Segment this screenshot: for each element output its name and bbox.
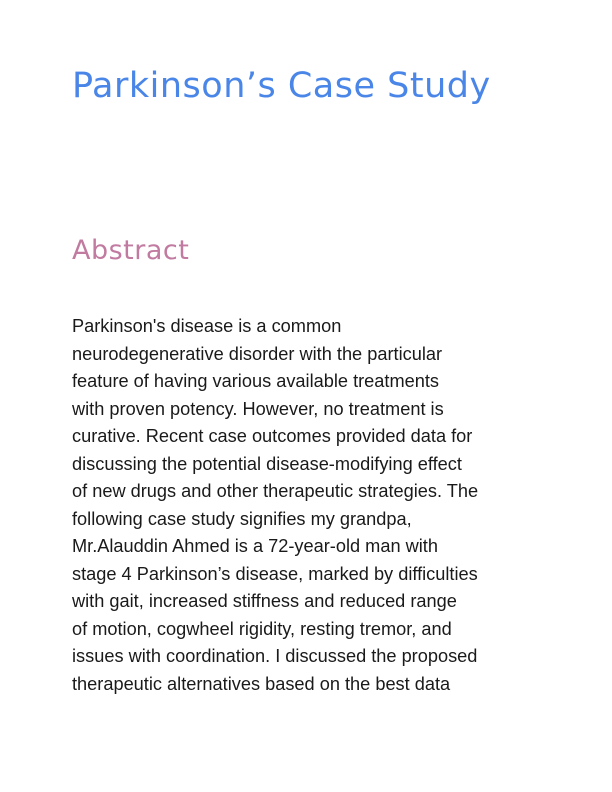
abstract-line: discussing the potential disease-modifying effect [72, 453, 462, 474]
page-title: Parkinson’s Case Study [72, 66, 491, 106]
abstract-line: feature of having various available treatments [72, 371, 439, 391]
abstract-line: of motion, cogwheel rigidity, resting tremor, and [72, 618, 452, 639]
abstract-line: Parkinson's disease is a common [72, 316, 342, 336]
abstract-heading: Abstract [72, 235, 190, 266]
abstract-line: therapeutic alternatives based on the best data [72, 673, 451, 694]
abstract-line: with proven potency. However, no treatment is [72, 398, 444, 419]
abstract-line: following case study signifies my grandpa, [72, 508, 412, 529]
abstract-line: curative. Recent case outcomes provided data for [72, 426, 473, 446]
abstract-line: neurodegenerative disorder with the particular [72, 343, 443, 364]
abstract-line: Mr.Alauddin Ahmed is a 72-year-old man with [72, 536, 438, 556]
abstract-paragraph [72, 313, 542, 698]
abstract-line: of new drugs and other therapeutic strategies. The [72, 481, 479, 501]
abstract-line: issues with coordination. I discussed the proposed [72, 646, 478, 666]
abstract-line: with gait, increased stiffness and reduced range [72, 591, 457, 611]
abstract-line: stage 4 Parkinson’s disease, marked by difficulties [72, 563, 478, 584]
